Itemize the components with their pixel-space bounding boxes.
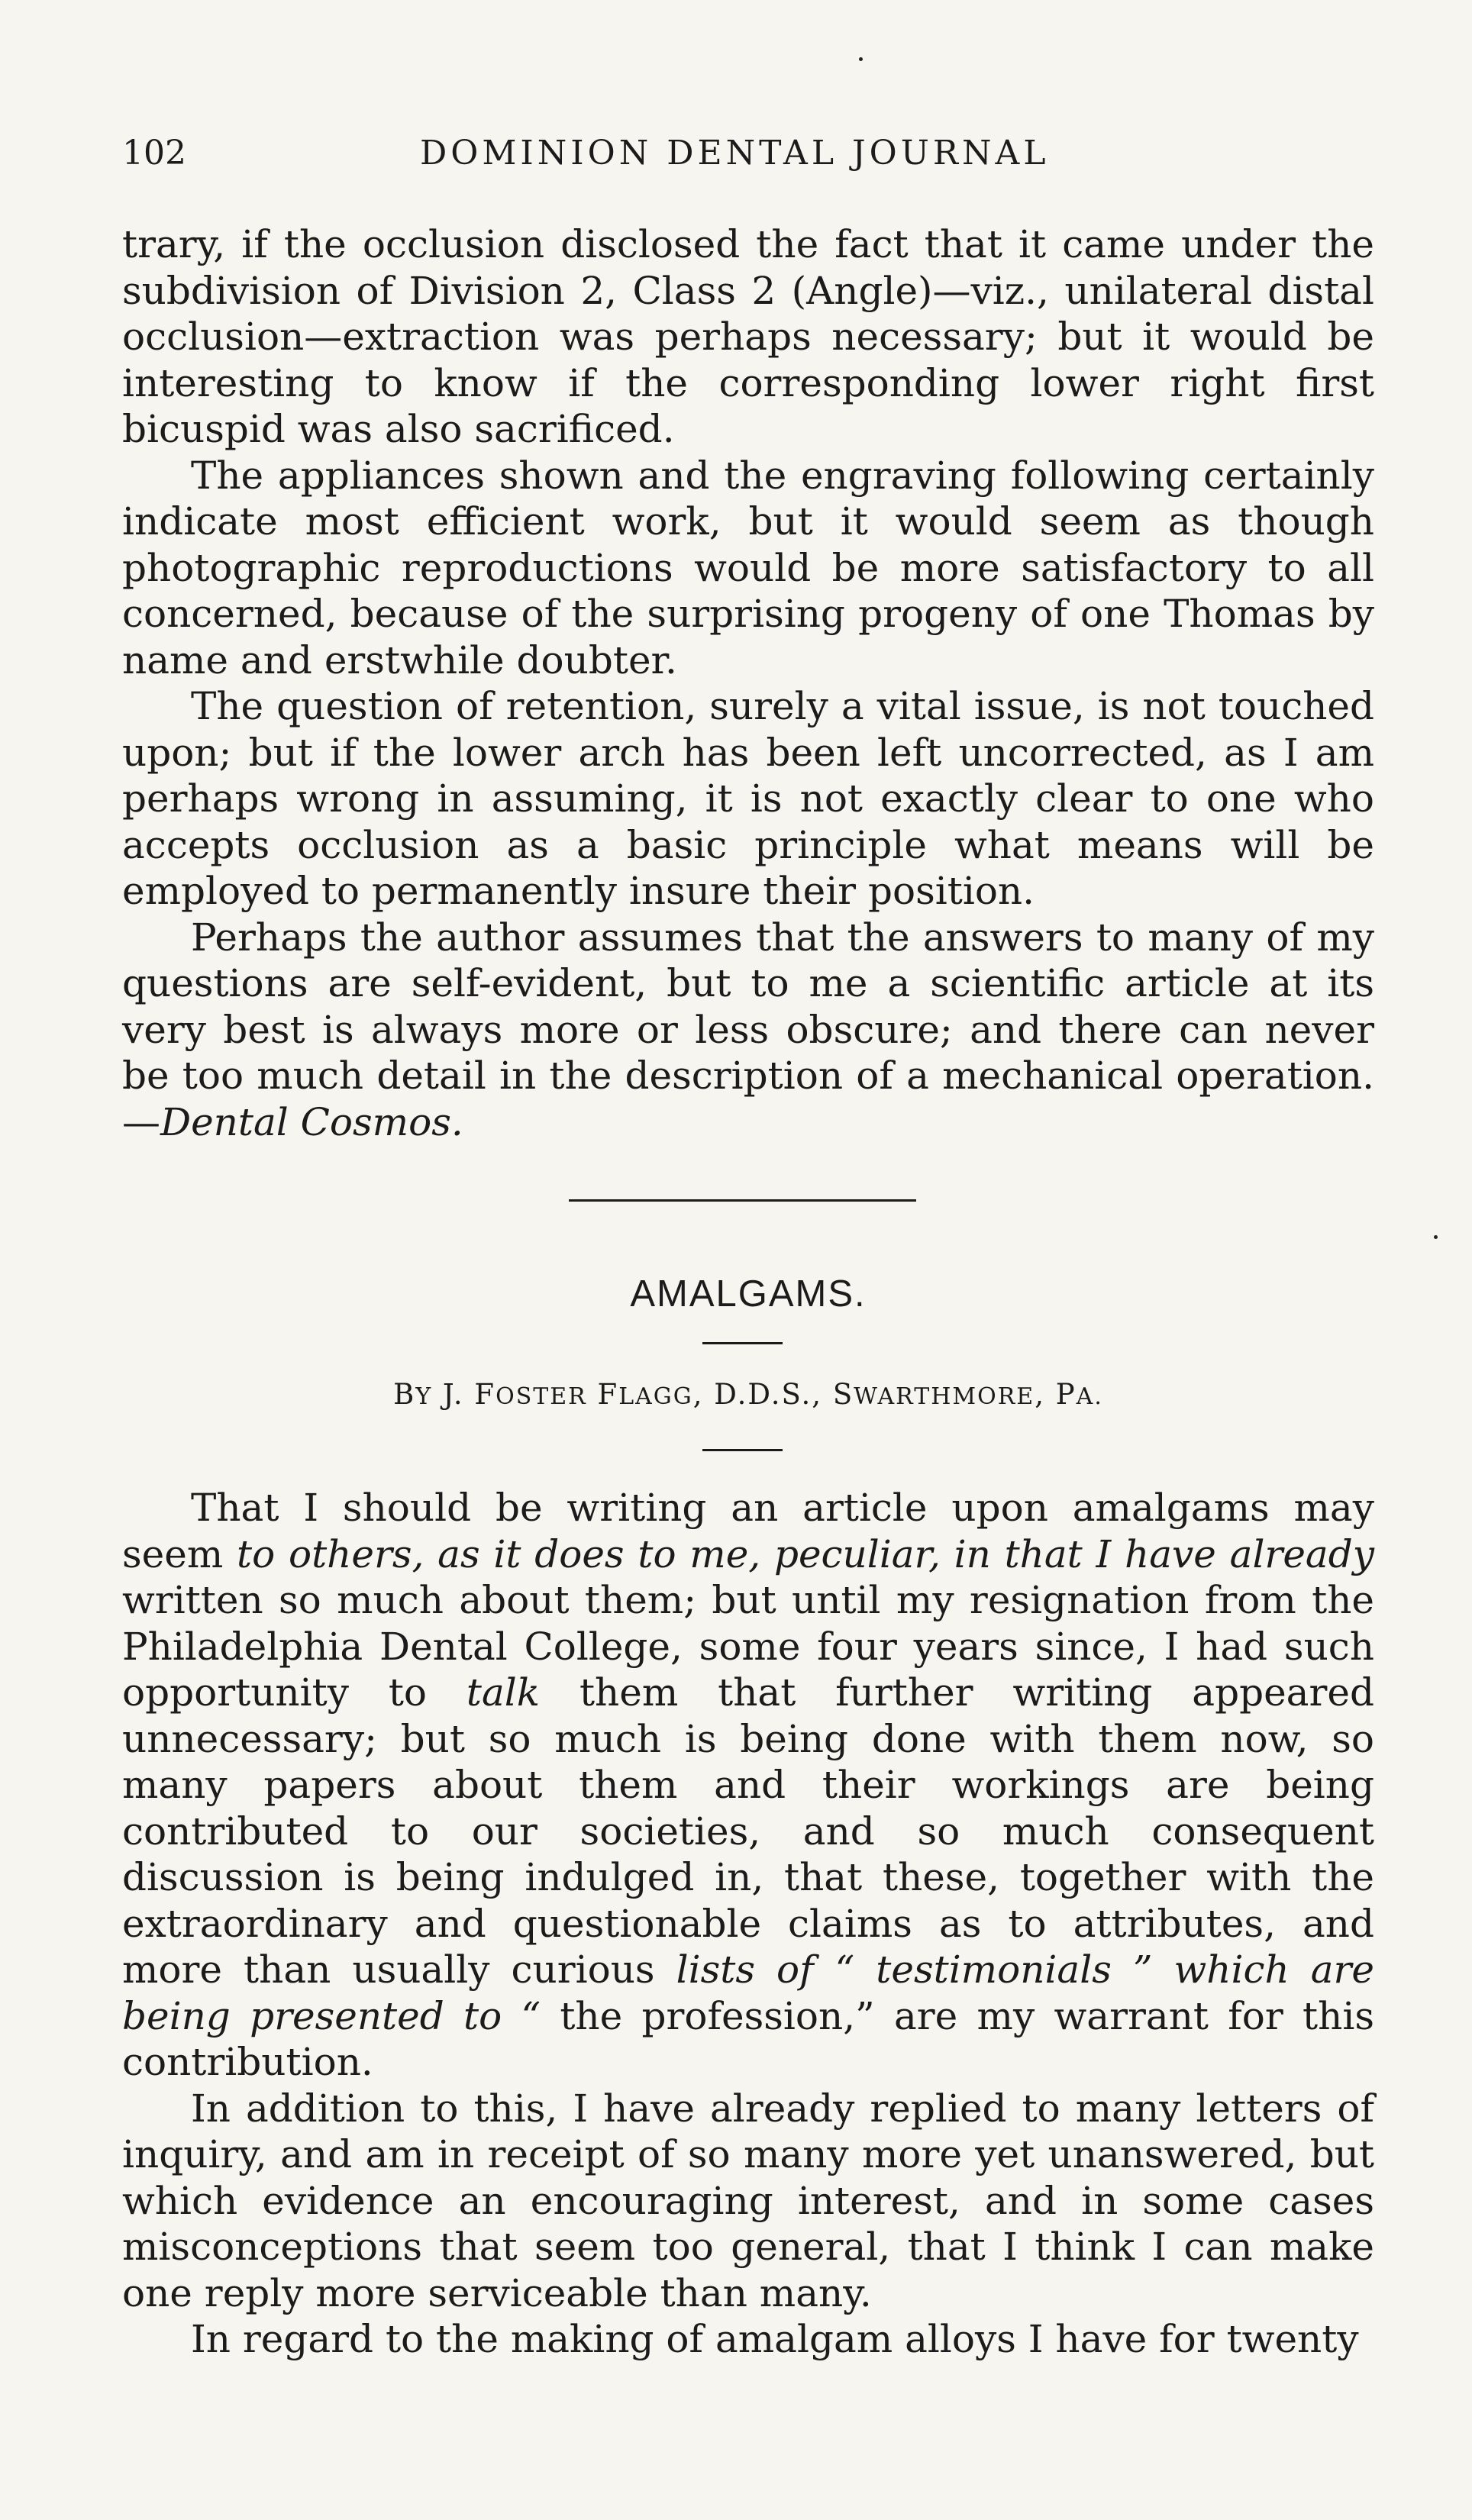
article-title: AMALGAMS. — [630, 1273, 867, 1315]
page-number: 102 — [122, 134, 186, 173]
running-head: DOMINION DENTAL JOURNAL — [420, 134, 1050, 173]
article-paragraph-2: In addition to this, I have already replied to many letters of inquiry, and am in receipt of so many more yet unanswered, but which evidence an encouraging interest, and in some cases misconceptions that seem too general, that I think I can make one reply more serviceable than many. — [122, 2086, 1374, 2315]
article-body — [122, 1485, 1374, 2363]
article-paragraph-1: That I should be writing an article upon amalgams may seem to others, as it does to me, peculiar, in that I have already written so much about them; but until my resignation from the Philadelphia Dental College, some four years since, I had such opportunity to talk them that further writing appeared unnecessary; but so much is being done with them now, so many papers about them and their workings are being contributed to our societies, and so much consequent discussion is being indulged in, that these, together with the extraordinary and questionable claims as to attributes, and more than usually curious lists of “ testimonials ” which are being presented to “ the profession,” are my warrant for this contribution. — [122, 1486, 1375, 2084]
byline-rule — [702, 1449, 783, 1451]
article-paragraph-3: In regard to the making of amalgam alloys I have for twenty — [191, 2317, 1359, 2361]
title-rule — [702, 1342, 783, 1344]
continued-article — [122, 221, 1374, 1145]
continued-paragraph-2: The appliances shown and the engraving following certainly indicate most efficient work, but it would seem as though photographic reproductions would be more satisfactory to all concerned, because of the surprising progeny of one Thomas by name and erstwhile doubter. — [122, 453, 1374, 682]
section-divider — [569, 1199, 916, 1202]
print-speck — [1434, 1235, 1438, 1239]
continued-paragraph-3: The question of retention, surely a vital issue, is not touched upon; but if the lower arch has been left uncorrected, as I am perhaps wrong in assuming, it is not exactly clear to one who accepts occlusion as a basic principle what means will be employed to permanently insure their position. — [122, 684, 1374, 913]
print-speck — [859, 57, 863, 61]
continued-paragraph-4 — [122, 915, 1374, 1146]
source-citation: Dental Cosmos. — [160, 1099, 463, 1144]
page-header — [122, 134, 1374, 187]
article-byline: BY J. FOSTER FLAGG, D.D.S., SWARTHMORE, PA. — [393, 1378, 1103, 1411]
continued-paragraph-1: trary, if the occlusion disclosed the fact that it came under the subdivision of Division 2, Class 2 (Angle)—viz., unilateral distal occlusion—extraction was perhaps necessary; but it would be interesting to know if the corresponding lower right first bicuspid was also sacrificed. — [122, 222, 1374, 451]
continued-paragraph-4-text: Perhaps the author assumes that the answers to many of my questions are self-evident, but to me a scientific article at its very best is always more or less obscure; and there can never be too much detail in the description of a mechanical operation.— — [122, 915, 1374, 1144]
